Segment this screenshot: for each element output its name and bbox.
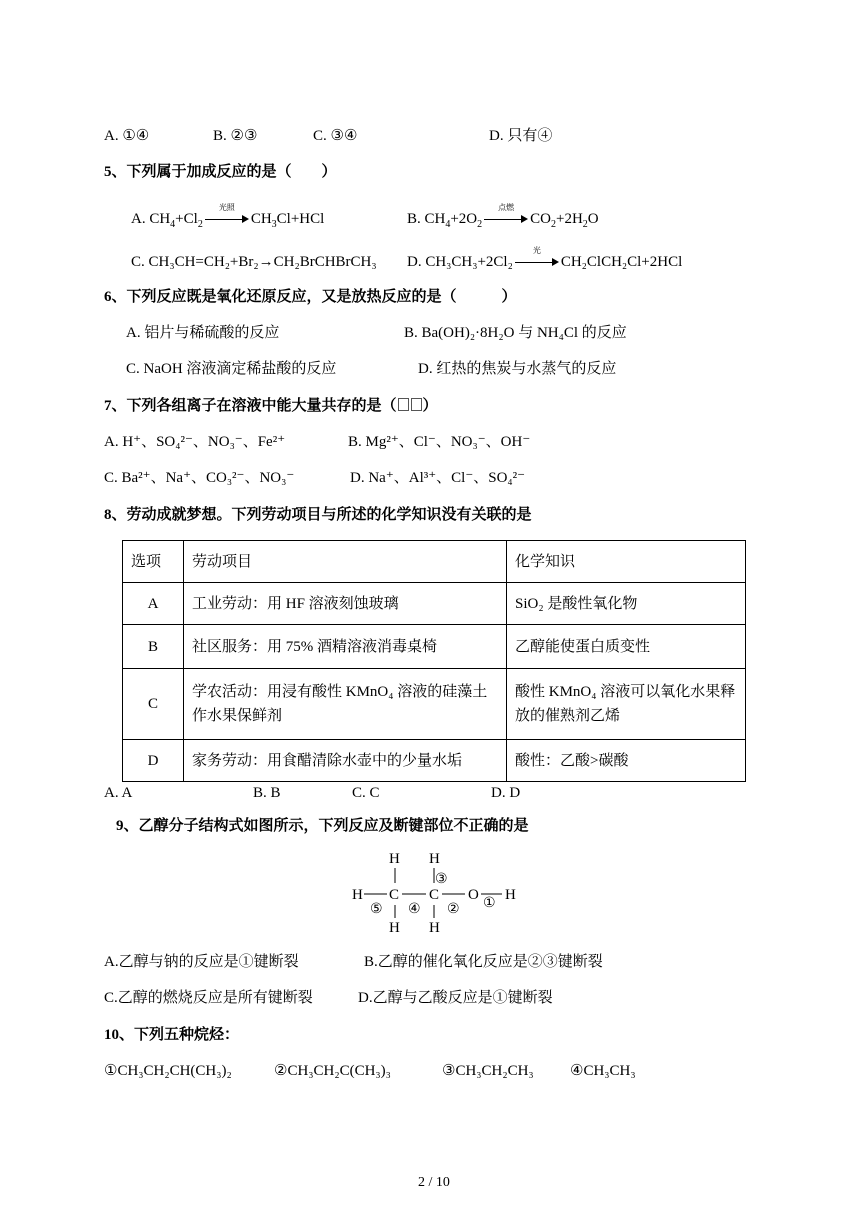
- q4-option-d: D. 只有④: [489, 128, 553, 144]
- q10-item: ③CH₃CH₂CH₃: [442, 1063, 534, 1079]
- table-cell: 社区服务：用 75% 酒精溶液消毒桌椅: [184, 625, 507, 669]
- table-cell: SiO₂ 是酸性氧化物: [507, 583, 746, 625]
- reaction-arrow-icon: 光照: [205, 211, 249, 225]
- bond-number-2: ②: [447, 901, 460, 917]
- struct-atom-o: O: [468, 887, 479, 903]
- q8-option-c: C. C: [352, 785, 380, 801]
- q6-option-d: D. 红热的焦炭与水蒸气的反应: [418, 361, 617, 377]
- q10-stem: 10、下列五种烷烃：: [104, 1027, 240, 1043]
- q4-option-c: C. ③④: [313, 128, 358, 144]
- q8-stem: 8、劳动成就梦想。下列劳动项目与所述的化学知识没有关联的是: [104, 507, 532, 523]
- q6-option-c: C. NaOH 溶液滴定稀盐酸的反应: [126, 361, 337, 377]
- table-header-row: [123, 541, 746, 583]
- placeholder-box-icon: [398, 398, 409, 411]
- table-header-cell: 劳动项目: [184, 541, 507, 583]
- table-cell: A: [123, 583, 184, 625]
- table-cell: D: [123, 740, 184, 782]
- q10-item: ①CH₃CH₂CH(CH₃)₂: [104, 1063, 232, 1079]
- table-row: [123, 740, 746, 782]
- placeholder-box-icon: [411, 398, 422, 411]
- q7-option-a: A. H⁺、SO₄²⁻、NO₃⁻、Fe²⁺: [104, 434, 286, 450]
- table-cell: 工业劳动：用 HF 溶液刻蚀玻璃: [184, 583, 507, 625]
- q9-option-d: D.乙醇与乙酸反应是①键断裂: [358, 990, 553, 1006]
- q8-option-a: A. A: [104, 785, 133, 801]
- struct-atom-h: H: [505, 887, 516, 903]
- struct-atom-h: H: [352, 887, 363, 903]
- table-cell: 家务劳动：用食醋清除水壶中的少量水垢: [184, 740, 507, 782]
- q5-stem: 5、下列属于加成反应的是（ ）: [104, 164, 337, 180]
- q6-option-a: A. 铝片与稀硫酸的反应: [126, 325, 280, 341]
- q7-option-d: D. Na⁺、Al³⁺、Cl⁻、SO₄²⁻: [350, 470, 526, 486]
- table-cell: C: [123, 669, 184, 740]
- q5-option-c: C. CH₃CH=CH₂+Br₂→CH₂BrCHBrCH₃: [131, 254, 377, 270]
- table-cell: 乙醇能使蛋白质变性: [507, 625, 746, 669]
- q9-stem: 9、乙醇分子结构式如图所示，下列反应及断键部位不正确的是: [116, 818, 529, 834]
- q8-option-b: B. B: [253, 785, 281, 801]
- q8-option-d: D. D: [491, 785, 521, 801]
- table-header-cell: 选项: [123, 541, 184, 583]
- q6-stem: 6、下列反应既是氧化还原反应，又是放热反应的是（ ）: [104, 289, 517, 305]
- q7-option-b: B. Mg²⁺、Cl⁻、NO₃⁻、OH⁻: [348, 434, 531, 450]
- struct-atom-h: H: [389, 851, 400, 867]
- table-header-cell: 化学知识: [507, 541, 746, 583]
- q9-option-c: C.乙醇的燃烧反应是所有键断裂: [104, 990, 313, 1006]
- table-cell: 酸性：乙酸>碳酸: [507, 740, 746, 782]
- q5-option-a: A. $CH_4+Cl_2$ 光照 $CH_3Cl+HCl$: [131, 203, 325, 230]
- page-number: 2 / 10: [418, 1175, 450, 1190]
- q9-option-a: A.乙醇与钠的反应是①键断裂: [104, 954, 299, 970]
- table-cell: 酸性 KMnO₄ 溶液可以氧化水果释放的催熟剂乙烯: [507, 669, 746, 740]
- q5-option-b: B. $CH_4+2O_2$ 点燃 $CO_2+2H_2O$: [407, 203, 599, 230]
- table-row: [123, 669, 746, 740]
- q7-stem: 7、下列各组离子在溶液中能大量共存的是（ ）: [104, 398, 438, 414]
- q6-option-b: B. Ba(OH)₂·8H₂O 与 NH₄Cl 的反应: [404, 325, 627, 341]
- struct-atom-h: H: [429, 920, 440, 936]
- table-cell: 学农活动：用浸有酸性 KMnO₄ 溶液的硅藻土作水果保鲜剂: [184, 669, 507, 740]
- struct-atom-h: H: [389, 920, 400, 936]
- bond-number-4: ④: [408, 901, 421, 917]
- table-cell: B: [123, 625, 184, 669]
- ethanol-structure-diagram: [340, 845, 530, 937]
- table-row: [123, 583, 746, 625]
- struct-atom-h: H: [429, 851, 440, 867]
- struct-atom-c: C: [429, 887, 440, 903]
- struct-atom-c: C: [389, 887, 400, 903]
- q9-option-b: B.乙醇的催化氧化反应是②③键断裂: [364, 954, 603, 970]
- q4-option-a: A. ①④: [104, 128, 150, 144]
- bond-number-1: ①: [483, 895, 496, 911]
- q10-item: ②CH₃CH₂C(CH₃)₃: [274, 1063, 391, 1079]
- q4-option-b: B. ②③: [213, 128, 258, 144]
- q10-item: ④CH₃CH₃: [570, 1063, 636, 1079]
- q7-option-c: C. Ba²⁺、Na⁺、CO₃²⁻、NO₃⁻: [104, 470, 295, 486]
- bond-number-3: ③: [435, 871, 448, 887]
- table-row: [123, 625, 746, 669]
- q5-option-d: D. CH₃CH₃+2Cl₂ 光 CH₂ClCH₂Cl+2HCl: [407, 246, 683, 270]
- reaction-arrow-icon: 点燃: [484, 211, 528, 225]
- q8-table: [122, 540, 746, 782]
- reaction-arrow-icon: 光: [515, 254, 559, 268]
- bond-number-5: ⑤: [370, 901, 383, 917]
